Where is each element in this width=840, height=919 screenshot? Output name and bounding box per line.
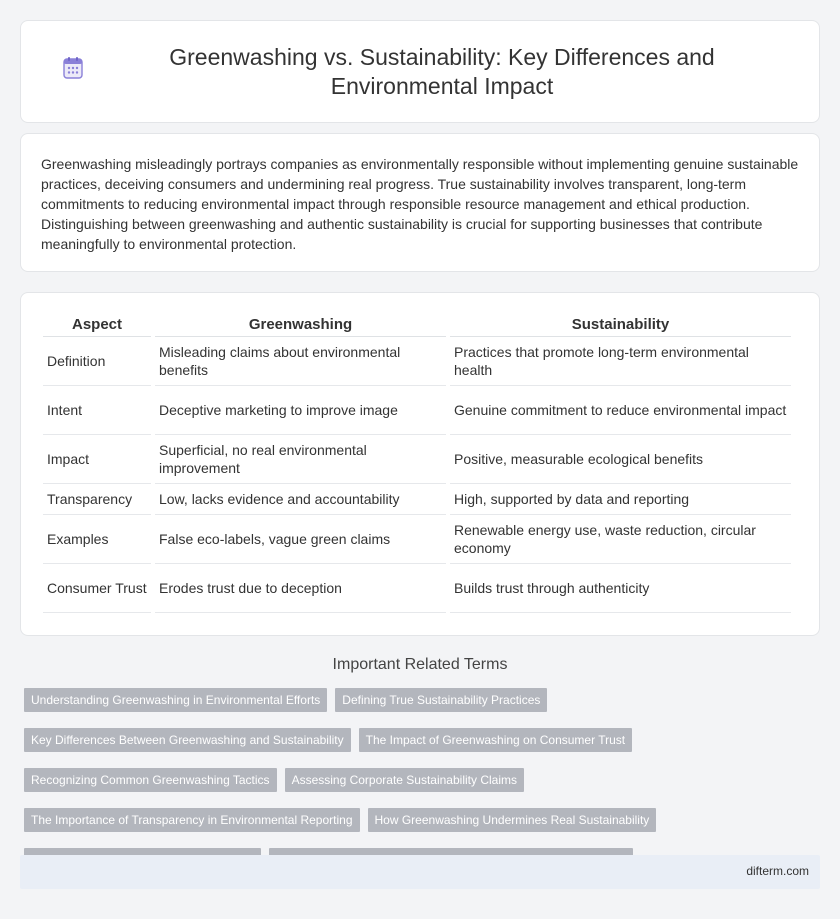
related-terms-list [24, 688, 824, 872]
greenwashing-cell: Low, lacks evidence and accountability [155, 484, 446, 515]
table-row [43, 515, 791, 564]
greenwashing-cell: False eco-labels, vague green claims [155, 515, 446, 564]
related-terms-heading: Important Related Terms [332, 656, 508, 673]
aspect-cell: Examples [43, 515, 151, 564]
related-term-tag[interactable]: Assessing Corporate Sustainability Claims [285, 768, 524, 792]
aspect-cell: Intent [43, 386, 151, 435]
intro-card [20, 133, 820, 272]
column-header-greenwashing: Greenwashing [155, 311, 446, 337]
greenwashing-cell: Superficial, no real environmental improvement [155, 435, 446, 484]
table-header-row [43, 311, 791, 337]
title-card [20, 20, 820, 123]
related-term-tag[interactable]: The Impact of Greenwashing on Consumer Trust [359, 728, 632, 752]
related-term-tag[interactable]: How Greenwashing Undermines Real Sustainability [368, 808, 657, 832]
footer-site-link[interactable]: difterm.com [746, 864, 809, 878]
aspect-cell: Impact [43, 435, 151, 484]
title-wrap [21, 21, 819, 122]
document-icon [61, 58, 85, 85]
intro-paragraph: Greenwashing misleadingly portrays companies as environmentally responsible without implementing genuine sustainable practices, deceiving consumers and undermining real progress. True sustainability involves transparent, long-term commitments to reducing environmental impact through responsible resource management and ethical production. Distinguishing between greenwashing and authentic sustainability is crucial for supporting businesses that contribute meaningfully to environmental protection. [41, 156, 799, 252]
sustainability-cell: Positive, measurable ecological benefits [450, 435, 791, 484]
aspect-cell: Definition [43, 337, 151, 386]
related-term-tag[interactable]: Recognizing Common Greenwashing Tactics [24, 768, 277, 792]
related-term-tag[interactable]: Defining True Sustainability Practices [335, 688, 547, 712]
table-row [43, 484, 791, 515]
table-row [43, 564, 791, 613]
comparison-table [39, 311, 795, 613]
related-term-tag[interactable]: Understanding Greenwashing in Environmental Efforts [24, 688, 327, 712]
table-row [43, 435, 791, 484]
column-header-sustainability: Sustainability [450, 311, 791, 337]
sustainability-cell: Renewable energy use, waste reduction, circular economy [450, 515, 791, 564]
column-header-aspect: Aspect [43, 311, 151, 337]
greenwashing-cell: Deceptive marketing to improve image [155, 386, 446, 435]
related-term-tag[interactable]: The Importance of Transparency in Environmental Reporting [24, 808, 360, 832]
sustainability-cell: Builds trust through authenticity [450, 564, 791, 613]
aspect-cell: Consumer Trust [43, 564, 151, 613]
table-row [43, 386, 791, 435]
footer [20, 855, 820, 889]
comparison-card [20, 292, 820, 636]
sustainability-cell: Genuine commitment to reduce environmental impact [450, 386, 791, 435]
aspect-cell: Transparency [43, 484, 151, 515]
greenwashing-cell: Erodes trust due to deception [155, 564, 446, 613]
related-term-tag[interactable]: Key Differences Between Greenwashing and Sustainability [24, 728, 351, 752]
sustainability-cell: High, supported by data and reporting [450, 484, 791, 515]
table-row [43, 337, 791, 386]
sustainability-cell: Practices that promote long-term environmental health [450, 337, 791, 386]
page-title: Greenwashing vs. Sustainability: Key Differences and Environmental Impact [169, 43, 715, 99]
greenwashing-cell: Misleading claims about environmental benefits [155, 337, 446, 386]
